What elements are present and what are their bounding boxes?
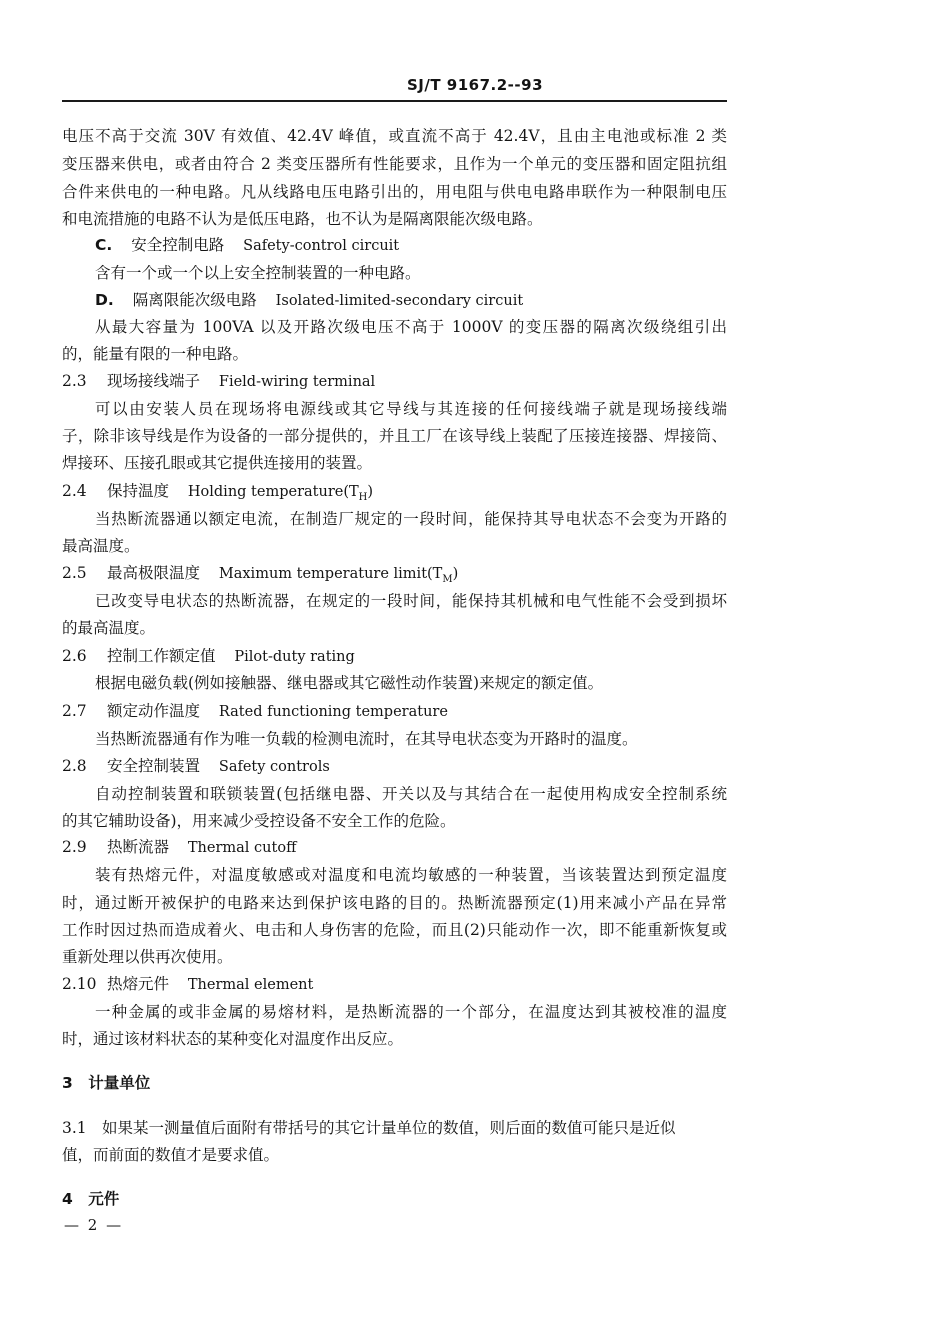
section-3-1-body: 值，而前面的数值才是要求值。 <box>62 1146 280 1164</box>
paragraph-line: 电压不高于交流 30V 有效值、42.4V 峰值，或直流不高于 42.4V，且由主电池或标准 2 类 <box>62 127 727 145</box>
chapter-4-heading <box>62 1188 727 1210</box>
section-term: 最高极限温度 <box>106 564 200 582</box>
section-term-en: Holding $temperature(T_H)$ <box>187 484 374 503</box>
section-number: 2.7 <box>62 702 87 720</box>
section-3-1-body: 如果某一测量值后面附有带括号的其它计量单位的数值，则后面的数值可能只是近似 <box>102 1119 676 1137</box>
clause-term-en: Safety-control circuit <box>243 238 400 254</box>
section-term-en: Safety controls <box>218 759 330 775</box>
section-term-en: Field-wiring terminal <box>218 374 376 390</box>
section-2-8-heading <box>62 755 727 778</box>
clause-number: D. <box>95 291 114 309</box>
section-2-4-heading <box>62 480 727 509</box>
chapter-number: 3 <box>62 1074 73 1092</box>
section-2-10-body: 时，通过该材料状态的某种变化对温度作出反应。 <box>62 1030 404 1048</box>
section-3-1 <box>62 1117 727 1139</box>
section-2-7-heading <box>62 700 727 723</box>
section-term: 热熔元件 <box>106 975 169 993</box>
paragraph-line: 和电流措施的电路不认为是低压电路，也不认为是隔离限能次级电路。 <box>62 210 543 228</box>
clause-term: 隔离限能次级电路 <box>132 291 257 309</box>
section-term: 额定动作温度 <box>106 702 200 720</box>
clause-term: 安全控制电路 <box>131 236 225 254</box>
section-term: 安全控制装置 <box>106 757 200 775</box>
section-2-6-body: 根据电磁负载(例如接触器、继电器或其它磁性动作装置)来规定的额定值。 <box>95 674 604 692</box>
header-rule <box>62 100 727 102</box>
section-number: 2.10 <box>62 975 97 993</box>
section-2-9-body: 时，通过断开被保护的电路来达到保护该电路的目的。热断流器预定(1)用来减小产品在异常 <box>62 894 727 912</box>
section-number: 2.9 <box>62 838 87 856</box>
chapter-title: 计量单位 <box>88 1074 151 1092</box>
section-term-en: Thermal cutoff <box>187 840 297 856</box>
section-2-3-body: 可以由安装人员在现场将电源线或其它导线与其连接的任何接线端子就是现场接线端 <box>95 400 727 418</box>
section-number: 3.1 <box>62 1119 87 1137</box>
section-2-3-body: 焊接环、压接孔眼或其它提供连接用的装置。 <box>62 454 373 472</box>
clause-c-heading <box>95 234 727 257</box>
clause-number: C. <box>95 236 113 254</box>
section-2-10-heading <box>62 973 727 996</box>
section-2-9-body: 工作时因过热而造成着火、电击和人身伤害的危险，而且(2)只能动作一次，即不能重新恢复或 <box>62 921 727 939</box>
section-2-4-body: 当热断流器通以额定电流，在制造厂规定的一段时间，能保持其导电状态不会变为开路的 <box>95 510 727 528</box>
chapter-title: 元件 <box>88 1190 120 1208</box>
clause-c-body: 含有一个或一个以上安全控制装置的一种电路。 <box>95 264 421 282</box>
page-header: SJ/T 9167.2--93 <box>406 76 544 94</box>
section-2-5-heading <box>62 562 727 591</box>
section-term: 现场接线端子 <box>106 372 200 390</box>
section-2-9-heading <box>62 836 727 859</box>
section-term-en: Maximum temperature $limit(T_M)$ <box>218 566 459 585</box>
section-number: 2.5 <box>62 564 87 582</box>
section-term-en: Pilot-duty rating <box>234 649 355 665</box>
section-number: 2.4 <box>62 482 87 500</box>
section-number: 2.6 <box>62 647 87 665</box>
section-term-en: Thermal element <box>187 977 314 993</box>
paragraph-line: 合件来供电的一种电路。凡从线路电压电路引出的，用电阻与供电电路串联作为一种限制电压 <box>62 183 727 201</box>
section-2-10-body: 一种金属的或非金属的易熔材料，是热断流器的一个部分，在温度达到其被校准的温度 <box>95 1003 727 1021</box>
clause-d-heading <box>95 289 727 312</box>
section-2-5-body: 的最高温度。 <box>62 619 156 637</box>
chapter-number: 4 <box>62 1190 73 1208</box>
section-term-en: Rated functioning temperature <box>218 704 448 720</box>
section-2-3-body: 子，除非该导线是作为设备的一部分提供的，并且工厂在该导线上装配了压接连接器、焊接筒、 <box>62 427 727 445</box>
clause-d-body: 从最大容量为 100VA 以及开路次级电压不高于 1000V 的变压器的隔离次级绕组引出 <box>95 318 727 336</box>
clause-term-en: Isolated-limited-secondary circuit <box>275 293 524 309</box>
section-2-4-body: 最高温度。 <box>62 537 140 555</box>
clause-d-body: 的，能量有限的一种电路。 <box>62 345 249 363</box>
section-2-8-body: 自动控制装置和联锁装置(包括继电器、开关以及与其结合在一起使用构成安全控制系统 <box>95 785 727 803</box>
section-2-6-heading <box>62 645 727 668</box>
section-term: 控制工作额定值 <box>106 647 216 665</box>
section-2-5-body: 已改变导电状态的热断流器，在规定的一段时间，能保持其机械和电气性能不会受到损坏 <box>95 592 727 610</box>
section-term: 保持温度 <box>106 482 169 500</box>
section-2-9-body: 重新处理以供再次使用。 <box>62 948 233 966</box>
section-2-9-body: 装有热熔元件，对温度敏感或对温度和电流均敏感的一种装置，当该装置达到预定温度 <box>95 866 727 884</box>
paragraph-line: 变压器来供电，或者由符合 2 类变压器所有性能要求，且作为一个单元的变压器和固定阻抗组 <box>62 155 727 173</box>
chapter-3-heading <box>62 1072 727 1094</box>
section-term: 热断流器 <box>106 838 169 856</box>
section-number: 2.8 <box>62 757 87 775</box>
section-2-7-body: 当热断流器通有作为唯一负载的检测电流时，在其导电状态变为开路时的温度。 <box>95 730 638 748</box>
section-2-8-body: 的其它辅助设备)，用来减少受控设备不安全工作的危险。 <box>62 812 456 830</box>
section-number: 2.3 <box>62 372 87 390</box>
section-2-3-heading <box>62 370 727 393</box>
page-number: — 2 — <box>64 1216 124 1234</box>
